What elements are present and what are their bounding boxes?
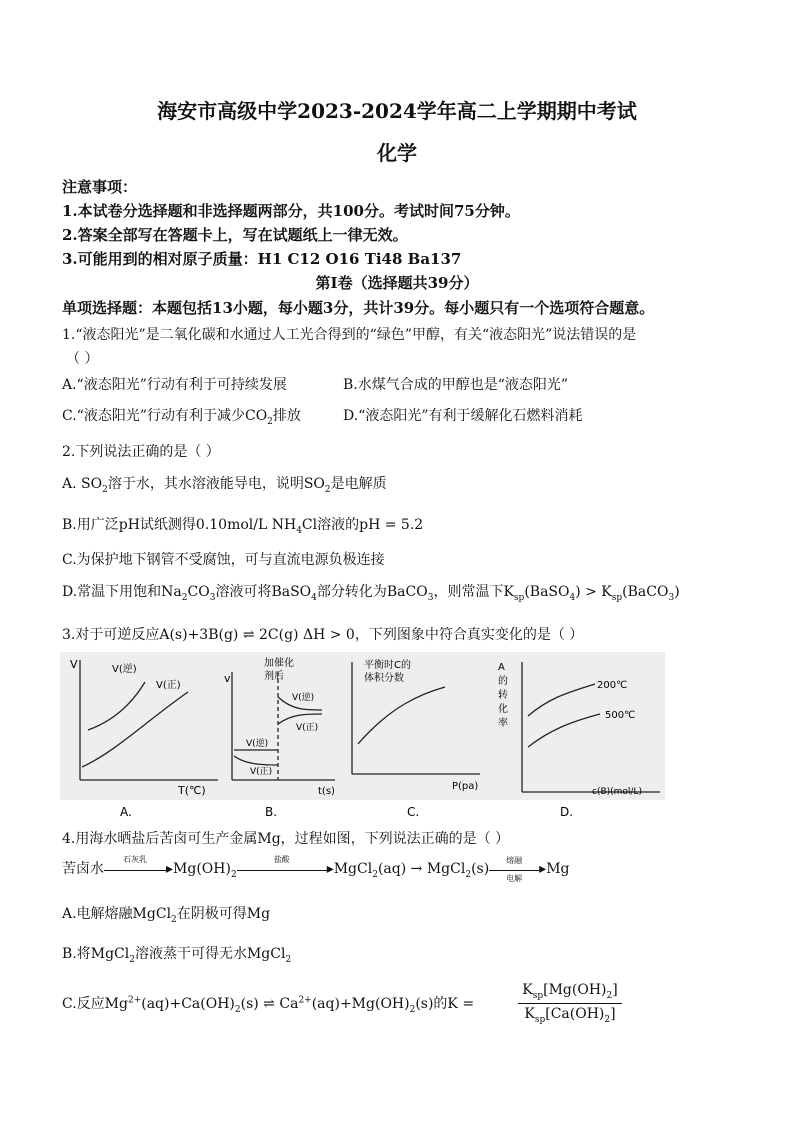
q4-stem: 4.用海水晒盐后苦卤可生产金属Mg，过程如图，下列说法正确的是（ ） — [62, 831, 510, 847]
graph-a-ylabel: V — [70, 658, 78, 671]
q2-option-c: C.为保护地下钢管不受腐蚀，可与直流电源负极连接 — [62, 552, 385, 568]
graph-d-y-4: 化 — [498, 704, 508, 715]
q1-option-d: D.“液态阳光”有利于缓解化石燃料消耗 — [343, 408, 583, 424]
q2-option-b: B.用广泛pH试纸测得0.10mol/L $NH_4Cl$溶液的pH = 5.2 — [62, 517, 424, 536]
q1-option-b: B.水煤气合成的甲醇也是“液态阳光” — [343, 377, 569, 393]
graph-a-xlabel: T(℃) — [178, 784, 206, 797]
q3-graphs — [60, 652, 665, 822]
graph-b-label-c3: V(逆) — [246, 739, 269, 749]
q2-option-a: A. $SO_2$溶于水，其水溶液能导电，说明$SO_2$是电解质 — [62, 476, 387, 495]
graph-d-y-1: A — [498, 662, 505, 673]
graph-d-y-3: 转 — [498, 690, 508, 701]
exam-title: 海安市高级中学2023-2024学年高二上学期期中考试 — [157, 99, 637, 123]
graph-b-letter: B. — [265, 805, 278, 819]
graph-b-xlabel: t(s) — [318, 786, 335, 797]
note-3: 3.可能用到的相对原子质量：H1 C12 O16 Ti48 Ba137 — [62, 250, 462, 268]
flow-arrow-3: 熔融 电解 — [489, 868, 539, 871]
q1-option-a: A.“液态阳光”行动有利于可持续发展 — [62, 377, 287, 393]
notes-heading: 注意事项： — [62, 178, 138, 196]
note-1: 1.本试卷分选择题和非选择题两部分，共100分。考试时间75分钟。 — [62, 202, 520, 220]
flow-arrow-1: 石灰乳 — [104, 868, 166, 871]
graph-a-letter: A. — [120, 805, 132, 819]
graph-c-label-2: 体积分数 — [364, 673, 404, 684]
q4-option-c: C.反应$Mg^{2+}(aq)+Ca(OH)_2(s)$ ⇌ $Ca^{2+}(aq)+Mg(OH)_2(s)$的K = — [62, 995, 475, 1015]
graph-a-label-reverse: V(逆) — [112, 664, 137, 675]
q1-option-c: C.“液态阳光”行动有利于减少$CO_2$排放 — [62, 408, 301, 427]
flow-step-mgcl2-s: MgCl$_2$(s) — [426, 861, 490, 880]
graphs-background — [60, 652, 665, 800]
subject-title: 化学 — [377, 141, 417, 165]
graph-b-ylabel: v — [224, 672, 231, 685]
graph-b-label-c1: V(逆) — [292, 693, 315, 703]
q4-k-fraction — [518, 982, 622, 1025]
graph-d-label-200: 200℃ — [597, 680, 628, 691]
flow-step-mgoh2: $Mg(OH)_2$ — [173, 861, 237, 880]
graph-d-letter: D. — [560, 805, 574, 819]
flow-arrow-2: 盐酸 — [237, 868, 327, 871]
graph-c-letter: C. — [407, 805, 420, 819]
graph-b-note-1: 加催化 — [264, 658, 294, 669]
graph-d-y-2: 的 — [498, 676, 508, 687]
graph-c-xlabel: P(pa) — [452, 781, 479, 792]
graph-b-label-c2: V(正) — [296, 723, 319, 733]
q3-stem: 3.对于可逆反应A(s)+3B(g) ⇌ 2C(g) ΔH > 0，下列图象中符合真实变化的是（ ） — [62, 627, 584, 643]
q4-option-a: A.电解熔融MgCl$_2$在阴极可得Mg — [62, 906, 271, 925]
section-title: 第Ⅰ卷（选择题共39分） — [315, 274, 479, 292]
k-numerator: $K_{sp}[Mg(OH)_2]$ — [518, 982, 622, 1004]
graph-c-label-1: 平衡时C的 — [364, 660, 411, 671]
graph-d-label-500: 500℃ — [605, 710, 636, 721]
q4-option-b: B.将MgCl$_2$溶液蒸干可得无水MgCl$_2$ — [62, 946, 292, 965]
graph-d-y-5: 率 — [498, 718, 508, 729]
flow-step-mg: Mg — [546, 861, 570, 877]
q1-stem: 1.“液态阳光”是二氧化碳和水通过人工光合得到的“绿色”甲醇，有关“液态阳光”说法错误的是 — [62, 327, 637, 343]
graph-b-note-2: 剂后 — [264, 671, 284, 682]
q2-stem: 2.下列说法正确的是（ ） — [62, 444, 220, 460]
k-denominator: $K_{sp}[Ca(OH)_2]$ — [524, 1005, 616, 1025]
note-2: 2.答案全部写在答题卡上，写在试题纸上一律无效。 — [62, 226, 408, 244]
graph-d-xlabel: c(B)(mol/L) — [592, 787, 642, 797]
graph-b-label-c4: V(正) — [250, 767, 273, 777]
q1-paren: （ ） — [66, 351, 99, 367]
section-instruction: 单项选择题：本题包括13小题，每小题3分，共计39分。每小题只有一个选项符合题意。 — [62, 299, 655, 317]
flow-step-brine: 苦卤水 — [62, 861, 104, 877]
q4-process-flow: 苦卤水 石灰乳 $▸Mg(OH)_2$ 盐酸 ▸MgCl$_2$(aq) → MgCl$_2$(s) 熔融 电解 ▸Mg — [62, 854, 570, 883]
graph-a-label-forward: V(正) — [156, 680, 181, 691]
flow-step-mgcl2-aq: MgCl$_2$(aq) — [333, 861, 407, 880]
q2-option-d: D.常温下用饱和$Na_2CO_3$溶液可将BaSO$_4$部分转化为BaCO$_3$，则常温下$K_{sp}(BaSO_4)$ > $K_{sp}(BaCO_3)$ — [62, 584, 680, 603]
